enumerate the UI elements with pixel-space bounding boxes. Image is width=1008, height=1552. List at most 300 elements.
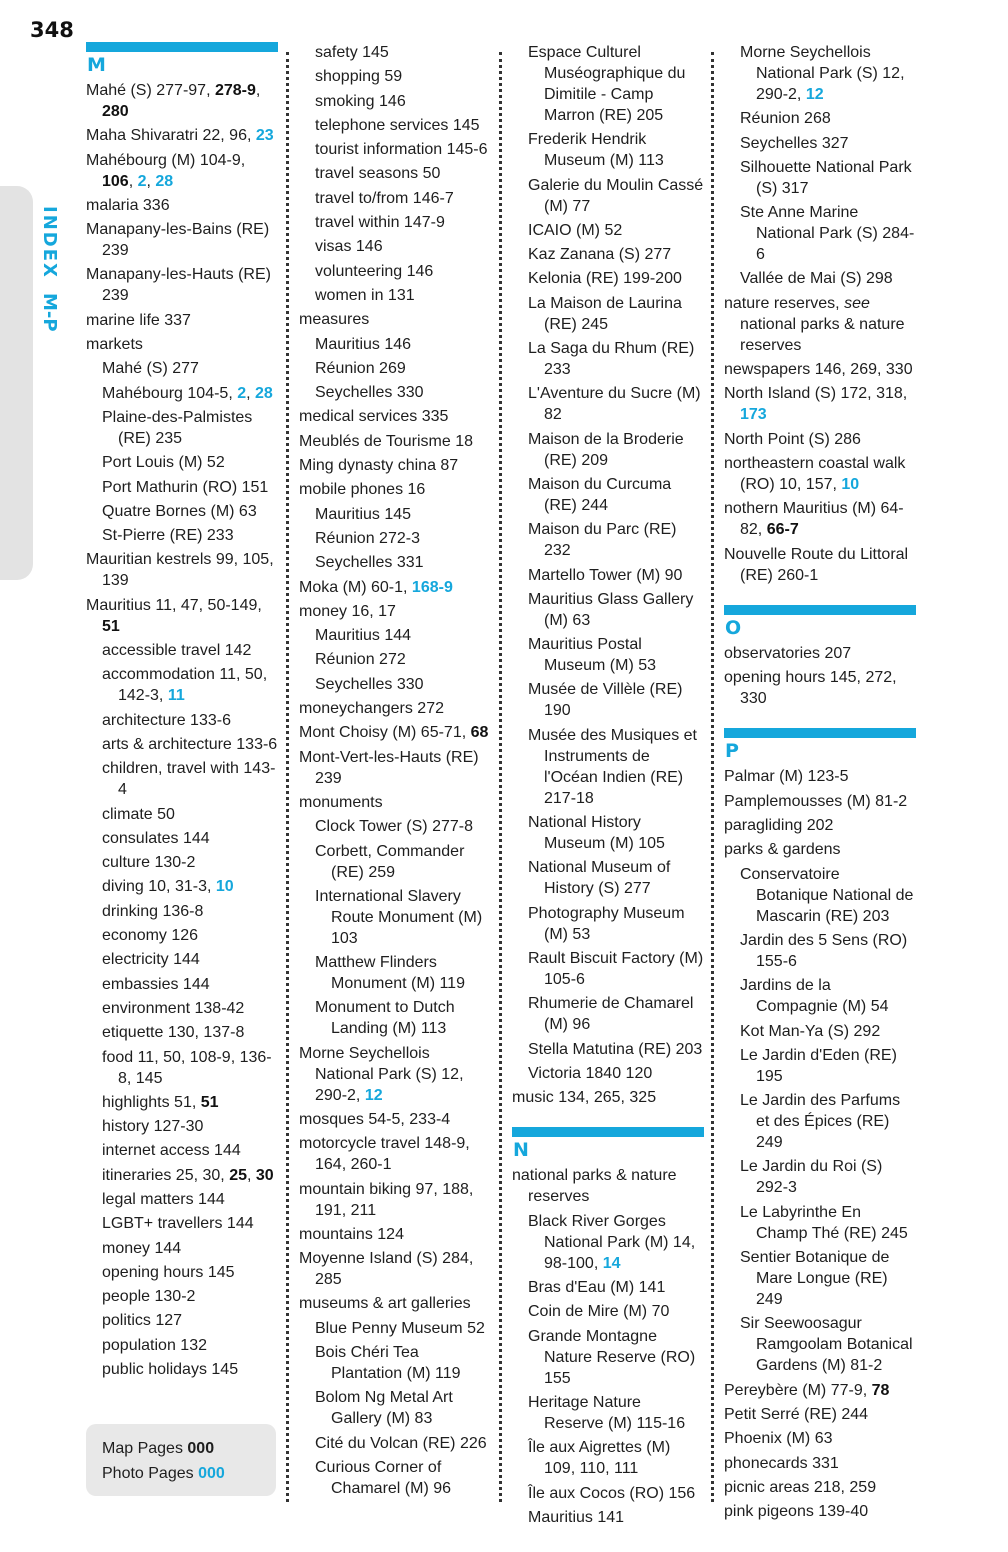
- index-entry: [299, 431, 492, 452]
- entry-text: travel to/from 146-7: [315, 189, 454, 207]
- index-subentry: [102, 640, 278, 661]
- entry-text: legal matters 144: [102, 1190, 225, 1208]
- entry-text: opening hours 145: [102, 1263, 235, 1281]
- entry-text: national parks & nature reserves: [512, 1167, 677, 1206]
- entry-text: Bolom Ng Metal Art Gallery (M) 83: [315, 1389, 453, 1428]
- index-subentry: [528, 634, 704, 676]
- index-entry: [299, 1133, 492, 1175]
- index-subentry: [102, 664, 278, 706]
- entry-text: National Museum of History (S) 277: [528, 859, 671, 898]
- index-subentry: [102, 1213, 278, 1234]
- index-subentry: [740, 268, 916, 289]
- page-ref-map: 25: [229, 1166, 247, 1184]
- index-subentry: [315, 674, 492, 695]
- index-subentry: [102, 852, 278, 873]
- entry-text: Pereybère (M) 77-9,: [724, 1381, 872, 1399]
- page-ref-photo: 11: [167, 687, 185, 705]
- index-entry: [724, 1404, 916, 1425]
- section-spacer: [724, 589, 916, 605]
- entry-text: Mont Choisy (M) 65-71,: [299, 724, 471, 742]
- index-subentry: [315, 66, 492, 87]
- entry-text: Frederik Hendrik Museum (M) 113: [528, 131, 664, 170]
- index-subentry: [740, 157, 916, 199]
- entry-text: pink pigeons 139-40: [724, 1503, 869, 1521]
- entry-text: mosques 54-5, 233-4: [299, 1110, 451, 1128]
- entry-text: Mahébourg (M) 104-9,: [86, 151, 246, 169]
- page-ref-photo: 2: [237, 384, 247, 402]
- index-subentry: [102, 925, 278, 946]
- page-ref-photo: 28: [155, 172, 174, 190]
- entry-text: Maison de la Broderie (RE) 209: [528, 430, 684, 469]
- index-entry: [724, 498, 916, 540]
- index-subentry: [528, 429, 704, 471]
- index-subentry: [315, 115, 492, 136]
- entry-text: Réunion 268: [740, 110, 831, 128]
- entry-text: nothern Mauritius (M) 64-82,: [724, 500, 904, 539]
- entry-text: Jardins de la Compagnie (M) 54: [740, 977, 889, 1016]
- index-subentry: [740, 975, 916, 1017]
- entry-text: malaria 336: [86, 196, 170, 214]
- entry-text: Galerie du Moulin Cassé (M) 77: [528, 176, 704, 215]
- entry-text: Le Jardin du Roi (S) 292-3: [740, 1158, 883, 1197]
- entry-text: phonecards 331: [724, 1454, 839, 1472]
- entry-text: Quatre Bornes (M) 63: [102, 502, 257, 520]
- section-letter: P: [725, 740, 739, 763]
- entry-text: monuments: [299, 793, 383, 811]
- index-entry: [86, 549, 278, 591]
- entry-text: Le Jardin des Parfums et des Épices (RE) 249: [740, 1092, 901, 1152]
- entry-text: Pamplemousses (M) 81-2: [724, 792, 908, 810]
- entry-text: Monument to Dutch Landing (M) 113: [315, 999, 455, 1038]
- index-subentry: [315, 952, 492, 994]
- entry-text: Stella Matutina (RE) 203: [528, 1040, 703, 1058]
- index-subentry: [102, 1047, 278, 1089]
- index-subentry: [315, 1387, 492, 1429]
- index-subentry: [102, 1116, 278, 1137]
- index-entry: [512, 1087, 704, 1108]
- index-subentry: [315, 625, 492, 646]
- index-subentry: [528, 268, 704, 289]
- entry-text: arts & architecture 133-6: [102, 735, 278, 753]
- page-ref-map: 280: [102, 103, 129, 120]
- index-subentry: [102, 525, 278, 546]
- entry-text: Victoria 1840 120: [528, 1064, 653, 1082]
- entry-text: Réunion 272-3: [315, 529, 420, 547]
- index-subentry: [315, 649, 492, 670]
- index-subentry: [102, 804, 278, 825]
- index-subentry: [102, 407, 278, 449]
- index-subentry: [102, 1310, 278, 1331]
- index-subentry: [740, 930, 916, 972]
- side-tab-label: [38, 206, 60, 331]
- index-entry: [724, 667, 916, 709]
- entry-text: Seychelles 327: [740, 134, 849, 152]
- side-tab-word: INDEX: [39, 206, 60, 279]
- index-subentry: [740, 1247, 916, 1310]
- legend-map-pages: [102, 1436, 276, 1461]
- entry-text: Blue Penny Museum 52: [315, 1319, 485, 1337]
- entry-text: money 16, 17: [299, 602, 396, 620]
- index-subentry: [102, 710, 278, 731]
- index-subentry: [315, 139, 492, 160]
- page-ref-map: 68: [470, 724, 489, 742]
- entry-text: Seychelles 330: [315, 384, 424, 402]
- index-subentry: [528, 1063, 704, 1084]
- entry-text: Réunion 269: [315, 359, 406, 377]
- index-subentry: [315, 504, 492, 525]
- entry-text: Manapany-les-Bains (RE) 239: [86, 221, 270, 260]
- entry-text: highlights 51,: [102, 1093, 201, 1111]
- entry-text: environment 138-42: [102, 999, 245, 1017]
- entry-text: Conservatoire Botanique National de Mascarin (RE) 203: [740, 865, 914, 925]
- index-entry: [724, 766, 916, 787]
- entry-text: Morne Seychellois National Park (S) 12, 290-2,: [740, 44, 905, 103]
- index-subentry: [315, 285, 492, 306]
- index-subentry: [740, 1202, 916, 1244]
- entry-text: Silhouette National Park (S) 317: [740, 158, 912, 197]
- entry-text: northeastern coastal walk (RO) 10, 157,: [724, 454, 906, 493]
- entry-text: population 132: [102, 1336, 207, 1354]
- index-subentry: [315, 552, 492, 573]
- page-ref-map: 51: [102, 617, 120, 635]
- page-ref-map: 78: [871, 1381, 890, 1399]
- entry-text: markets: [86, 336, 143, 354]
- entry-text: accessible travel 142: [102, 642, 252, 660]
- index-entry: [299, 1293, 492, 1314]
- entry-text: Mauritius 145: [315, 505, 412, 523]
- index-subentry: [528, 1326, 704, 1389]
- index-subentry: [315, 528, 492, 549]
- legend-photo-label: Photo Pages: [102, 1465, 194, 1482]
- entry-text: La Maison de Laurina (RE) 245: [528, 294, 682, 333]
- entry-text: St-Pierre (RE) 233: [102, 527, 234, 545]
- index-subentry: [315, 1342, 492, 1384]
- entry-text: Espace Culturel Muséographique du Dimitile - Camp Marron (RE) 205: [528, 44, 686, 124]
- column-separator: [711, 52, 714, 1502]
- entry-text: Musée des Musiques et Instruments de l'Océan Indien (RE) 217-18: [528, 726, 697, 807]
- entry-text: Mauritius 146: [315, 335, 412, 353]
- entry-text: ,: [128, 172, 138, 190]
- index-subentry: [315, 1433, 492, 1454]
- entry-text: internet access 144: [102, 1142, 241, 1160]
- entry-text: Ming dynasty china 87: [299, 457, 459, 475]
- index-subentry: [102, 1238, 278, 1259]
- index-subentry: [102, 477, 278, 498]
- entry-text: nature reserves,: [724, 294, 845, 312]
- entry-text: Heritage Nature Reserve (M) 115-16: [528, 1393, 686, 1432]
- index-entry: [86, 264, 278, 306]
- index-subentry: [315, 236, 492, 257]
- index-column-3: [512, 42, 704, 1526]
- index-entry: [86, 125, 278, 146]
- entry-text: Manapany-les-Hauts (RE) 239: [86, 266, 271, 305]
- index-side-tab: [0, 186, 33, 580]
- index-subentry: [740, 42, 916, 105]
- index-subentry: [102, 501, 278, 522]
- entry-text: architecture 133-6: [102, 711, 231, 729]
- index-subentry: [528, 1301, 704, 1322]
- index-subentry: [102, 358, 278, 379]
- index-entry: [299, 1109, 492, 1130]
- index-entry: [724, 815, 916, 836]
- entry-text: money 144: [102, 1239, 182, 1257]
- index-subentry: [102, 452, 278, 473]
- entry-text: Seychelles 331: [315, 554, 424, 572]
- index-subentry: [528, 565, 704, 586]
- entry-text: mobile phones 16: [299, 481, 426, 499]
- index-subentry: [315, 212, 492, 233]
- index-subentry: [528, 338, 704, 380]
- page-ref-map: 66-7: [766, 521, 799, 539]
- entry-text: Plaine-des-Palmistes (RE) 235: [102, 408, 253, 447]
- index-subentry: [740, 202, 916, 265]
- index-entry: [86, 595, 278, 637]
- index-subentry: [528, 220, 704, 241]
- index-subentry: [315, 382, 492, 403]
- index-entry: [299, 1248, 492, 1290]
- page-ref-photo: 168-9: [411, 578, 453, 596]
- entry-text: Île aux Cocos (RO) 156: [528, 1484, 696, 1502]
- index-subentry: [102, 974, 278, 995]
- page-ref-photo: 28: [255, 384, 273, 402]
- index-subentry: [102, 949, 278, 970]
- entry-text: Mauritius 141: [528, 1508, 625, 1526]
- entry-text: ,: [255, 82, 261, 99]
- page-ref-map: 106: [102, 172, 129, 190]
- index-subentry: [102, 1335, 278, 1356]
- index-subentry: [528, 175, 704, 217]
- entry-text: Moyenne Island (S) 284, 285: [299, 1250, 474, 1289]
- page-ref-photo: 10: [841, 475, 860, 493]
- entry-text: Le Labyrinthe En Champ Thé (RE) 245: [740, 1203, 908, 1242]
- page-ref-photo: 12: [805, 86, 824, 103]
- index-column-2: [299, 42, 492, 1504]
- entry-text: travel seasons 50: [315, 165, 441, 183]
- index-subentry: [528, 1507, 704, 1528]
- entry-text: drinking 136-8: [102, 902, 204, 920]
- entry-text: Petit Serré (RE) 244: [724, 1405, 869, 1423]
- entry-text: culture 130-2: [102, 854, 196, 872]
- entry-text: consulates 144: [102, 829, 210, 847]
- column-separator: [286, 52, 289, 1502]
- index-subentry: [740, 1156, 916, 1198]
- entry-text: Black River Gorges National Park (M) 14, 98-100,: [528, 1212, 696, 1272]
- index-entry: [724, 544, 916, 586]
- index-entry: [299, 406, 492, 427]
- section-letter: M: [87, 54, 106, 76]
- entry-text: Seychelles 330: [315, 675, 424, 693]
- section-spacer: [724, 712, 916, 728]
- entry-text: Sentier Botanique de Mare Longue (RE) 249: [740, 1249, 890, 1309]
- column-separator: [499, 52, 502, 1502]
- index-subentry: [740, 1313, 916, 1376]
- index-entry: [724, 1477, 916, 1498]
- index-entry: [724, 1453, 916, 1474]
- entry-text: food 11, 50, 108-9, 136-8, 145: [102, 1048, 272, 1087]
- index-subentry: [528, 812, 704, 854]
- entry-text: Grande Montagne Nature Reserve (RO) 155: [528, 1327, 696, 1387]
- entry-text: motorcycle travel 148-9, 164, 260-1: [299, 1135, 470, 1174]
- index-subentry: [740, 864, 916, 927]
- index-subentry: [528, 1039, 704, 1060]
- entry-text: Curious Corner of Chamarel (M) 96: [315, 1458, 452, 1497]
- entry-text: Vallée de Mai (S) 298: [740, 270, 893, 288]
- index-subentry: [102, 1165, 278, 1186]
- entry-text: ,: [246, 384, 255, 402]
- index-subentry: [315, 91, 492, 112]
- index-subentry: [315, 358, 492, 379]
- entry-text: Bois Chéri Tea Plantation (M) 119: [315, 1344, 461, 1383]
- entry-text: Mahé (S) 277: [102, 360, 199, 378]
- entry-text: ,: [146, 172, 156, 190]
- entry-text: Mauritius Glass Gallery (M) 63: [528, 590, 694, 629]
- index-entry: [299, 601, 492, 622]
- entry-text: Mont-Vert-les-Hauts (RE) 239: [299, 748, 479, 787]
- index-entry: [299, 577, 492, 598]
- entry-text: Ste Anne Marine National Park (S) 284-6: [740, 204, 915, 264]
- entry-text: volunteering 146: [315, 262, 434, 280]
- index-subentry: [528, 993, 704, 1035]
- entry-text: Martello Tower (M) 90: [528, 566, 683, 584]
- index-subentry: [102, 998, 278, 1019]
- index-subentry: [528, 589, 704, 631]
- page-ref-photo: 14: [602, 1254, 621, 1272]
- entry-text: mountain biking 97, 188, 191, 211: [299, 1180, 474, 1219]
- index-entry: [86, 195, 278, 216]
- index-subentry: [102, 1022, 278, 1043]
- entry-text: newspapers 146, 269, 330: [724, 361, 913, 379]
- entry-text: etiquette 130, 137-8: [102, 1024, 245, 1042]
- page-ref-photo: 23: [255, 127, 274, 145]
- index-entry: [299, 792, 492, 813]
- entry-text: Bras d'Eau (M) 141: [528, 1279, 666, 1297]
- index-entry: [512, 1165, 704, 1207]
- index-subentry: [740, 133, 916, 154]
- section-letter: N: [513, 1139, 529, 1162]
- entry-text: Jardin des 5 Sens (RO) 155-6: [740, 931, 908, 970]
- entry-text: ,: [246, 1166, 256, 1184]
- entry-text: Le Jardin d'Eden (RE) 195: [740, 1046, 897, 1085]
- entry-text: Moka (M) 60-1,: [299, 578, 412, 596]
- entry-text: National History Museum (M) 105: [528, 814, 665, 853]
- index-entry: [86, 310, 278, 331]
- index-entry: [724, 1380, 916, 1401]
- entry-text: Nouvelle Route du Littoral (RE) 260-1: [724, 545, 909, 584]
- index-subentry: [315, 334, 492, 355]
- index-subentry: [740, 1021, 916, 1042]
- page-ref-photo: 2: [137, 172, 147, 190]
- index-subentry: [102, 383, 278, 404]
- legend-photo-value: 000: [198, 1465, 225, 1482]
- index-subentry: [528, 42, 704, 126]
- index-entry: [724, 791, 916, 812]
- index-entry: [299, 1179, 492, 1221]
- entry-text: diving 10, 31-3,: [102, 878, 216, 896]
- entry-text: Rhumerie de Chamarel (M) 96: [528, 995, 694, 1034]
- index-subentry: [528, 244, 704, 265]
- entry-text: parks & gardens: [724, 841, 841, 859]
- section-spacer: [512, 1111, 704, 1127]
- entry-text: North Point (S) 286: [724, 430, 861, 448]
- entry-text: measures: [299, 311, 370, 329]
- page-ref-map: 30: [255, 1166, 274, 1184]
- index-subentry: [102, 758, 278, 800]
- entry-text: Phoenix (M) 63: [724, 1430, 833, 1448]
- index-entry: [299, 479, 492, 500]
- index-subentry: [315, 163, 492, 184]
- index-subentry: [102, 1140, 278, 1161]
- page-ref-map: 278-9: [214, 82, 256, 99]
- index-subentry: [315, 1318, 492, 1339]
- index-subentry: [528, 857, 704, 899]
- entry-text: Île aux Aigrettes (M) 109, 110, 111: [528, 1439, 671, 1478]
- entry-text: Mahé (S) 277-97,: [86, 82, 215, 99]
- section-letter: O: [725, 616, 742, 639]
- entry-text: Coin de Mire (M) 70: [528, 1303, 670, 1321]
- section-bar: [86, 42, 278, 52]
- index-entry: [86, 334, 278, 355]
- index-subentry: [102, 901, 278, 922]
- index-entry: [86, 80, 278, 122]
- entry-text: children, travel with 143-4: [102, 760, 276, 799]
- entry-text: economy 126: [102, 927, 199, 945]
- index-subentry: [528, 1437, 704, 1479]
- index-entry: [299, 722, 492, 743]
- entry-text: Meublés de Tourisme 18: [299, 432, 474, 450]
- entry-text: Corbett, Commander (RE) 259: [315, 842, 465, 881]
- index-subentry: [528, 1277, 704, 1298]
- index-subentry: [102, 876, 278, 897]
- entry-text: Mahébourg 104-5,: [102, 384, 238, 402]
- entry-text: Réunion 272: [315, 651, 406, 669]
- entry-text: Port Mathurin (RO) 151: [102, 478, 269, 496]
- index-entry: [724, 643, 916, 664]
- index-subentry: [528, 1483, 704, 1504]
- see-reference: see: [844, 294, 870, 312]
- index-entry: [299, 455, 492, 476]
- index-subentry: [315, 997, 492, 1039]
- entry-text: people 130-2: [102, 1288, 196, 1306]
- entry-text: shopping 59: [315, 68, 403, 86]
- entry-text: public holidays 145: [102, 1361, 239, 1379]
- entry-text: history 127-30: [102, 1118, 204, 1136]
- entry-text: Morne Seychellois National Park (S) 12, 290-2,: [299, 1044, 464, 1104]
- page-ref-photo: 173: [740, 406, 767, 424]
- index-subentry: [740, 1090, 916, 1153]
- entry-text: visas 146: [315, 238, 383, 256]
- legend-map-label: Map Pages: [102, 1440, 183, 1457]
- legend-box: [86, 1424, 276, 1496]
- index-entry: [724, 383, 916, 425]
- index-subentry: [102, 734, 278, 755]
- entry-text: marine life 337: [86, 311, 191, 329]
- entry-text: women in 131: [315, 286, 415, 304]
- index-subentry: [315, 261, 492, 282]
- index-subentry: [528, 474, 704, 516]
- index-subentry: [528, 948, 704, 990]
- index-subentry: [102, 1359, 278, 1380]
- entry-text: Kaz Zanana (S) 277: [528, 246, 672, 264]
- entry-text: mountains 124: [299, 1225, 404, 1243]
- index-entry: [724, 453, 916, 495]
- entry-text: national parks & nature reserves: [740, 315, 905, 354]
- entry-text: Musée de Villèle (RE) 190: [528, 681, 683, 720]
- index-column-4: [724, 42, 916, 1521]
- entry-text: International Slavery Route Monument (M) 103: [315, 887, 483, 947]
- entry-text: embassies 144: [102, 975, 210, 993]
- entry-text: Sir Seewoosagur Ramgoolam Botanical Gardens (M) 81-2: [740, 1315, 913, 1375]
- legend-map-value: 000: [187, 1440, 215, 1457]
